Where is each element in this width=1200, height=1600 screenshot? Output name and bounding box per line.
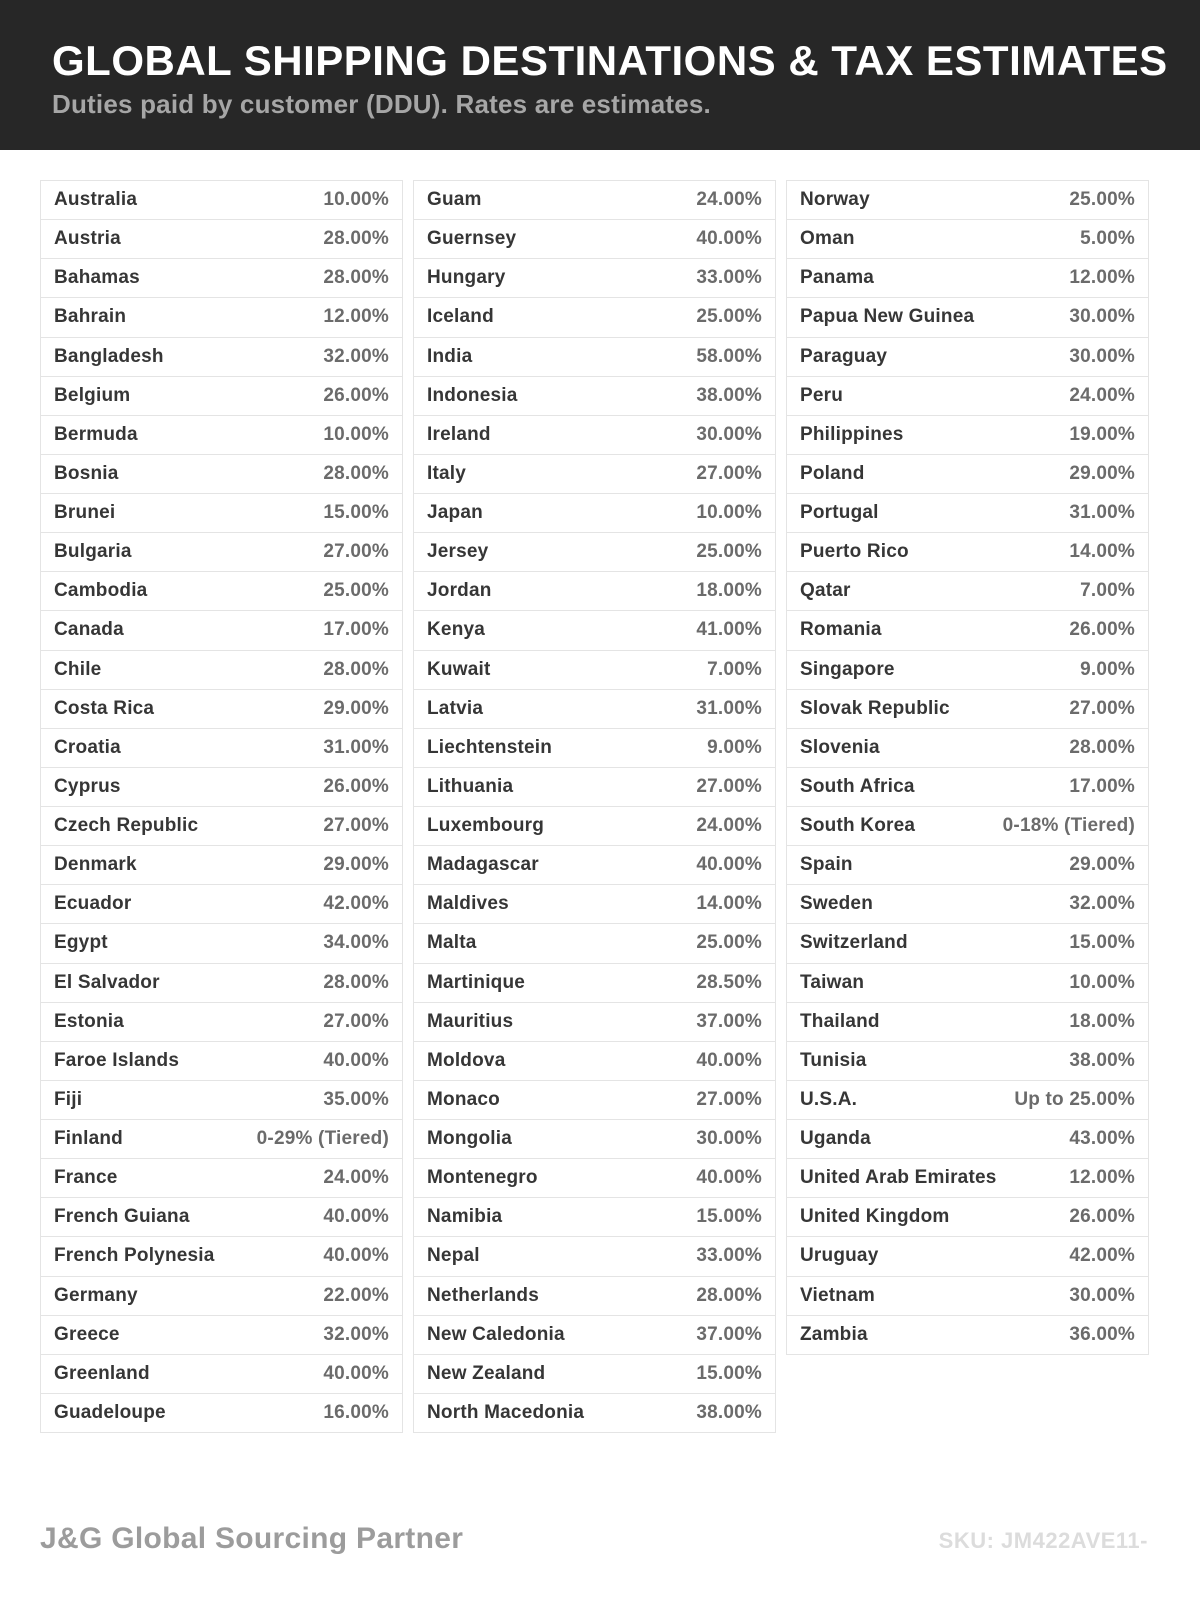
country-name: Papua New Guinea <box>800 306 975 328</box>
tax-rate: 10.00% <box>696 502 762 524</box>
rate-row <box>414 377 775 416</box>
country-name: Australia <box>54 189 138 211</box>
tax-rate: 30.00% <box>1069 1284 1135 1306</box>
tax-rate: 35.00% <box>323 1088 389 1110</box>
tax-rate: 40.00% <box>323 1245 389 1267</box>
country-name: France <box>54 1167 118 1189</box>
tax-rate: 25.00% <box>696 932 762 954</box>
tax-rate: 40.00% <box>323 1049 389 1071</box>
tax-rate: 15.00% <box>696 1206 762 1228</box>
tax-rate: 24.00% <box>1069 384 1135 406</box>
rate-row <box>41 338 402 377</box>
tax-rate: 27.00% <box>323 541 389 563</box>
country-name: North Macedonia <box>427 1401 585 1423</box>
tax-rate: 40.00% <box>696 1167 762 1189</box>
country-name: Paraguay <box>800 345 888 367</box>
tax-rate: 31.00% <box>323 736 389 758</box>
country-name: Slovenia <box>800 736 880 758</box>
tax-rate: 28.00% <box>323 228 389 250</box>
tax-rate: 19.00% <box>1069 423 1135 445</box>
tax-rate: 41.00% <box>696 619 762 641</box>
rate-row <box>787 338 1148 377</box>
rate-row <box>414 220 775 259</box>
country-name: Mongolia <box>427 1128 512 1150</box>
rate-row <box>414 768 775 807</box>
page-subtitle: Duties paid by customer (DDU). Rates are estimates. <box>52 88 711 119</box>
country-name: Poland <box>800 462 865 484</box>
country-name: Bosnia <box>54 462 119 484</box>
rate-row <box>414 651 775 690</box>
tax-rate: 27.00% <box>323 1010 389 1032</box>
rate-row <box>787 846 1148 885</box>
country-name: Singapore <box>800 658 895 680</box>
country-name: Panama <box>800 267 875 289</box>
country-name: Taiwan <box>800 971 865 993</box>
tax-rate: 26.00% <box>1069 619 1135 641</box>
rate-row <box>41 924 402 963</box>
country-name: Cambodia <box>54 580 148 602</box>
rate-row <box>41 494 402 533</box>
country-name: Ecuador <box>54 893 132 915</box>
rate-row <box>414 924 775 963</box>
rate-row <box>787 690 1148 729</box>
tax-rate: 28.00% <box>1069 736 1135 758</box>
country-name: Kenya <box>427 619 486 641</box>
rate-row <box>41 1120 402 1159</box>
country-name: Montenegro <box>427 1167 538 1189</box>
rate-row <box>41 1198 402 1237</box>
tax-rate: 17.00% <box>1069 775 1135 797</box>
country-name: Guernsey <box>427 228 517 250</box>
tax-rate: 25.00% <box>323 580 389 602</box>
tax-rate: 5.00% <box>1080 228 1135 250</box>
rate-row <box>787 220 1148 259</box>
rate-row <box>414 572 775 611</box>
tax-rate: 10.00% <box>1069 971 1135 993</box>
page-footer <box>40 1522 1148 1556</box>
rate-row <box>787 533 1148 572</box>
tax-rate: 38.00% <box>1069 1049 1135 1071</box>
tax-rate: 32.00% <box>1069 893 1135 915</box>
rate-row <box>787 377 1148 416</box>
tax-rate: 27.00% <box>1069 697 1135 719</box>
country-name: Tunisia <box>800 1049 867 1071</box>
tax-rate: 40.00% <box>696 1049 762 1071</box>
rate-row <box>414 298 775 337</box>
tax-rate: 7.00% <box>707 658 762 680</box>
rate-row <box>414 1316 775 1355</box>
country-name: Brunei <box>54 502 116 524</box>
country-name: Switzerland <box>800 932 908 954</box>
country-name: Greece <box>54 1323 120 1345</box>
rate-row <box>41 455 402 494</box>
rate-row <box>414 846 775 885</box>
tax-rate: 18.00% <box>1069 1010 1135 1032</box>
country-name: South Korea <box>800 815 916 837</box>
country-name: Bulgaria <box>54 541 132 563</box>
rate-row <box>414 1198 775 1237</box>
tax-rate: 26.00% <box>1069 1206 1135 1228</box>
rates-column <box>786 180 1149 1355</box>
rate-row <box>787 964 1148 1003</box>
country-name: Croatia <box>54 736 121 758</box>
rate-row <box>787 259 1148 298</box>
tax-rate: 29.00% <box>323 854 389 876</box>
rate-row <box>414 1159 775 1198</box>
rate-row <box>787 1159 1148 1198</box>
rate-row <box>41 1316 402 1355</box>
rate-row <box>414 807 775 846</box>
country-name: Bangladesh <box>54 345 164 367</box>
rates-column <box>413 180 776 1433</box>
country-name: Uruguay <box>800 1245 879 1267</box>
country-name: Oman <box>800 228 855 250</box>
tax-rate: 40.00% <box>696 854 762 876</box>
country-name: Estonia <box>54 1010 125 1032</box>
country-name: Latvia <box>427 697 484 719</box>
rate-row <box>414 964 775 1003</box>
tax-rate: 29.00% <box>323 697 389 719</box>
sku-label: SKU: JM422AVE11- <box>938 1528 1148 1553</box>
country-name: Bermuda <box>54 423 138 445</box>
country-name: Thailand <box>800 1010 880 1032</box>
rate-row <box>787 1316 1148 1355</box>
country-name: Finland <box>54 1128 123 1150</box>
country-name: Greenland <box>54 1362 150 1384</box>
rate-row <box>41 1355 402 1394</box>
tax-rate: 0-29% (Tiered) <box>256 1128 389 1150</box>
rate-row <box>414 416 775 455</box>
country-name: Maldives <box>427 893 509 915</box>
rate-row <box>41 1159 402 1198</box>
country-name: Norway <box>800 189 870 211</box>
rate-row <box>41 259 402 298</box>
tax-rate: 37.00% <box>696 1010 762 1032</box>
rate-row <box>414 455 775 494</box>
country-name: Japan <box>427 502 483 524</box>
rate-row <box>787 1120 1148 1159</box>
country-name: Puerto Rico <box>800 541 909 563</box>
tax-rate: 16.00% <box>323 1401 389 1423</box>
country-name: Qatar <box>800 580 851 602</box>
tax-rate: 15.00% <box>1069 932 1135 954</box>
tax-rate: 12.00% <box>1069 1167 1135 1189</box>
country-name: French Guiana <box>54 1206 190 1228</box>
country-name: Luxembourg <box>427 815 545 837</box>
country-name: Jersey <box>427 541 489 563</box>
country-name: Chile <box>54 658 102 680</box>
tax-rate: 36.00% <box>1069 1323 1135 1345</box>
tax-rate: 40.00% <box>696 228 762 250</box>
country-name: Czech Republic <box>54 815 199 837</box>
tax-rate: 27.00% <box>323 815 389 837</box>
rate-row <box>41 690 402 729</box>
country-name: Italy <box>427 462 467 484</box>
tax-rate: 33.00% <box>696 1245 762 1267</box>
tax-rate: 42.00% <box>323 893 389 915</box>
country-name: Zambia <box>800 1323 868 1345</box>
rate-row <box>414 1042 775 1081</box>
tax-rate: 22.00% <box>323 1284 389 1306</box>
tax-rate: 28.00% <box>323 267 389 289</box>
rate-row <box>41 298 402 337</box>
tax-rate: 25.00% <box>696 541 762 563</box>
tax-rate: 7.00% <box>1080 580 1135 602</box>
rate-row <box>414 1394 775 1433</box>
country-name: Denmark <box>54 854 137 876</box>
rate-row <box>41 416 402 455</box>
rates-tables <box>40 180 1200 1433</box>
rate-row <box>41 768 402 807</box>
rate-row <box>787 298 1148 337</box>
rate-row <box>41 964 402 1003</box>
brand-name: J&G Global Sourcing Partner <box>40 1522 464 1555</box>
tax-rate: 28.00% <box>696 1284 762 1306</box>
tax-rate: 9.00% <box>707 736 762 758</box>
country-name: Nepal <box>427 1245 480 1267</box>
tax-rate: 32.00% <box>323 345 389 367</box>
rate-row <box>41 885 402 924</box>
country-name: Philippines <box>800 423 904 445</box>
country-name: Cyprus <box>54 775 121 797</box>
country-name: Monaco <box>427 1088 500 1110</box>
rate-row <box>41 1081 402 1120</box>
rate-row <box>414 611 775 650</box>
tax-rate: 28.00% <box>323 462 389 484</box>
rate-row <box>41 377 402 416</box>
country-name: Ireland <box>427 423 491 445</box>
rate-row <box>787 768 1148 807</box>
tax-rate: 40.00% <box>323 1362 389 1384</box>
country-name: Costa Rica <box>54 697 155 719</box>
country-name: Netherlands <box>427 1284 540 1306</box>
rate-row <box>41 651 402 690</box>
country-name: Bahrain <box>54 306 127 328</box>
rate-row <box>414 729 775 768</box>
rate-row <box>41 807 402 846</box>
tax-rate: 37.00% <box>696 1323 762 1345</box>
rate-row <box>787 1237 1148 1276</box>
country-name: Guadeloupe <box>54 1401 166 1423</box>
tax-rate: 10.00% <box>323 189 389 211</box>
rate-row <box>787 885 1148 924</box>
country-name: Spain <box>800 854 853 876</box>
tax-rate: 33.00% <box>696 267 762 289</box>
rate-row <box>41 1042 402 1081</box>
country-name: Guam <box>427 189 482 211</box>
tax-rate: 30.00% <box>696 423 762 445</box>
rate-row <box>414 533 775 572</box>
tax-rate: 28.00% <box>323 658 389 680</box>
tax-rate: 29.00% <box>1069 854 1135 876</box>
country-name: Portugal <box>800 502 879 524</box>
country-name: Fiji <box>54 1088 83 1110</box>
tax-rate: 31.00% <box>1069 502 1135 524</box>
rate-row <box>414 338 775 377</box>
country-name: U.S.A. <box>800 1088 858 1110</box>
rate-row <box>787 1042 1148 1081</box>
page-header <box>0 0 1200 150</box>
tax-rate: 26.00% <box>323 384 389 406</box>
rate-row <box>41 1394 402 1433</box>
tax-rate: 24.00% <box>696 815 762 837</box>
rate-row <box>41 220 402 259</box>
country-name: Moldova <box>427 1049 506 1071</box>
rate-row <box>787 1198 1148 1237</box>
country-name: Iceland <box>427 306 494 328</box>
country-name: Kuwait <box>427 658 491 680</box>
country-name: Romania <box>800 619 882 641</box>
country-name: Germany <box>54 1284 138 1306</box>
rate-row <box>787 924 1148 963</box>
rate-row <box>787 611 1148 650</box>
tax-rate: Up to 25.00% <box>1014 1088 1135 1110</box>
country-name: Slovak Republic <box>800 697 950 719</box>
country-name: Faroe Islands <box>54 1049 180 1071</box>
rate-row <box>787 416 1148 455</box>
tax-rate: 28.00% <box>323 971 389 993</box>
rate-row <box>787 1003 1148 1042</box>
rate-row <box>41 729 402 768</box>
rate-row <box>787 729 1148 768</box>
country-name: Madagascar <box>427 854 539 876</box>
rate-row <box>41 846 402 885</box>
rate-row <box>414 885 775 924</box>
country-name: Belgium <box>54 384 131 406</box>
country-name: Sweden <box>800 893 873 915</box>
country-name: Hungary <box>427 267 506 289</box>
tax-rate: 18.00% <box>696 580 762 602</box>
tax-rate: 32.00% <box>323 1323 389 1345</box>
tax-rate: 30.00% <box>1069 306 1135 328</box>
rate-row <box>41 181 402 220</box>
country-name: India <box>427 345 473 367</box>
tax-rate: 17.00% <box>323 619 389 641</box>
rate-row <box>787 651 1148 690</box>
rate-row <box>787 1277 1148 1316</box>
country-name: Lithuania <box>427 775 514 797</box>
tax-rate: 28.50% <box>696 971 762 993</box>
tax-rate: 58.00% <box>696 345 762 367</box>
country-name: Martinique <box>427 971 526 993</box>
tax-rate: 24.00% <box>323 1167 389 1189</box>
rate-row <box>414 259 775 298</box>
tax-rate: 38.00% <box>696 1401 762 1423</box>
rate-row <box>787 807 1148 846</box>
tax-rate: 14.00% <box>1069 541 1135 563</box>
rate-row <box>41 1277 402 1316</box>
country-name: United Arab Emirates <box>800 1167 997 1189</box>
country-name: Uganda <box>800 1128 871 1150</box>
rate-row <box>787 455 1148 494</box>
country-name: Egypt <box>54 932 108 954</box>
tax-rate: 9.00% <box>1080 658 1135 680</box>
country-name: Namibia <box>427 1206 503 1228</box>
rate-row <box>41 572 402 611</box>
rate-row <box>414 1237 775 1276</box>
rate-row <box>41 1237 402 1276</box>
country-name: New Caledonia <box>427 1323 565 1345</box>
tax-rate: 26.00% <box>323 775 389 797</box>
tax-rate: 27.00% <box>696 775 762 797</box>
rate-row <box>414 1003 775 1042</box>
tax-rate: 30.00% <box>696 1128 762 1150</box>
tax-rate: 0-18% (Tiered) <box>1002 815 1135 837</box>
country-name: Mauritius <box>427 1010 514 1032</box>
tax-rate: 27.00% <box>696 1088 762 1110</box>
tax-rate: 12.00% <box>1069 267 1135 289</box>
tax-rate: 27.00% <box>696 462 762 484</box>
tax-rate: 31.00% <box>696 697 762 719</box>
country-name: Peru <box>800 384 844 406</box>
tax-rate: 25.00% <box>1069 189 1135 211</box>
tax-rate: 30.00% <box>1069 345 1135 367</box>
tax-rate: 42.00% <box>1069 1245 1135 1267</box>
rate-row <box>414 181 775 220</box>
rate-row <box>41 533 402 572</box>
country-name: French Polynesia <box>54 1245 215 1267</box>
country-name: Vietnam <box>800 1284 875 1306</box>
country-name: Indonesia <box>427 384 518 406</box>
page-title: GLOBAL SHIPPING DESTINATIONS & TAX ESTIMATES <box>52 36 1168 84</box>
country-name: Liechtenstein <box>427 736 553 758</box>
country-name: Canada <box>54 619 124 641</box>
rate-row <box>787 1081 1148 1120</box>
tax-rate: 34.00% <box>323 932 389 954</box>
tax-rate: 15.00% <box>323 502 389 524</box>
country-name: South Africa <box>800 775 915 797</box>
country-name: El Salvador <box>54 971 160 993</box>
rates-column <box>40 180 403 1433</box>
tax-rate: 40.00% <box>323 1206 389 1228</box>
country-name: New Zealand <box>427 1362 546 1384</box>
rate-row <box>787 572 1148 611</box>
tax-rate: 38.00% <box>696 384 762 406</box>
tax-rate: 15.00% <box>696 1362 762 1384</box>
rate-row <box>414 1120 775 1159</box>
rate-row <box>414 1277 775 1316</box>
tax-rate: 10.00% <box>323 423 389 445</box>
tax-rate: 24.00% <box>696 189 762 211</box>
country-name: Bahamas <box>54 267 140 289</box>
rate-row <box>41 1003 402 1042</box>
rate-row <box>414 690 775 729</box>
rate-row <box>787 181 1148 220</box>
tax-rate: 29.00% <box>1069 462 1135 484</box>
tax-rate: 14.00% <box>696 893 762 915</box>
tax-rate: 25.00% <box>696 306 762 328</box>
tax-rate: 43.00% <box>1069 1128 1135 1150</box>
tax-rate: 12.00% <box>323 306 389 328</box>
country-name: Austria <box>54 228 121 250</box>
rate-row <box>41 611 402 650</box>
country-name: United Kingdom <box>800 1206 950 1228</box>
rate-row <box>787 494 1148 533</box>
country-name: Jordan <box>427 580 492 602</box>
rate-row <box>414 494 775 533</box>
country-name: Malta <box>427 932 477 954</box>
rate-row <box>414 1081 775 1120</box>
rate-row <box>414 1355 775 1394</box>
